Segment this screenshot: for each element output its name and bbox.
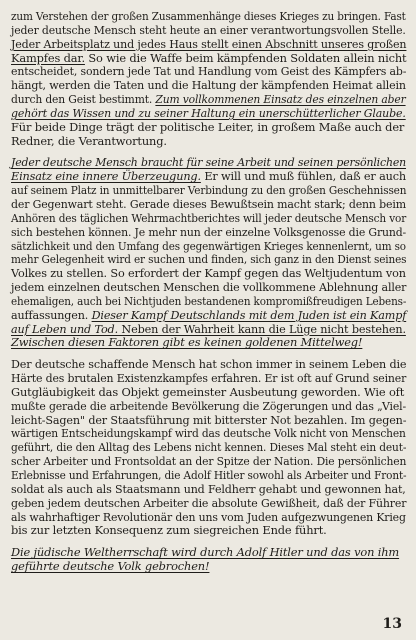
text-segment: Anhören des täglichen Wehrmachtberichtes will jeder deutsche Mensch vor	[11, 210, 407, 225]
text-segment: geben jedem deutschen Arbeiter die absolute Gewißheit, daß der Führer	[11, 495, 407, 510]
text-line	[11, 105, 406, 121]
text-segment: So wie die Waffe beim kämpfenden Soldaten allein nicht	[84, 50, 407, 65]
text-segment: durch den Geist bestimmt.	[11, 92, 156, 107]
text-line	[11, 560, 406, 574]
text-line	[11, 224, 407, 240]
text-segment: auf seinem Platz in unmittelbarer Verbindung zu den großen Geschehnissen	[11, 183, 407, 198]
text-line	[11, 386, 406, 400]
text-line	[11, 121, 406, 135]
emphasized-text: Jeder deutsche Mensch braucht für seine Arbeit und seinen persönlichen	[11, 155, 407, 170]
text-line	[11, 371, 407, 386]
emphasized-text: Kampfes dar.	[11, 50, 85, 65]
text-line	[11, 336, 406, 350]
emphasized-text: auf Leben und Tod.	[11, 321, 119, 336]
text-line	[11, 509, 406, 525]
text-line	[11, 155, 407, 170]
text-segment: jeder deutsche Mensch steht heute an einer verantwortungsvollen Stelle.	[11, 22, 406, 37]
text-segment: bis zur letzten Konsequenz zum siegreichen Ende führt.	[11, 523, 327, 538]
text-line	[11, 135, 406, 149]
text-segment: jedem einzelnen deutschen Menschen die vollkommene Ablehnung aller	[11, 280, 407, 295]
text-line	[11, 307, 407, 323]
text-segment: mehr Gelegenheit wird er suchen und finden, sich ganz in den Dienst seines	[11, 252, 407, 267]
emphasized-text: Jeder Arbeitsplatz und jedes Haus stellt einen Abschnitt unseres großen	[11, 36, 407, 51]
text-segment: zum Verstehen der großen Zusammenhänge dieses Krieges zu bringen. Fast	[11, 9, 406, 23]
text-line	[11, 357, 407, 372]
text-segment: wärtigen Entscheidungskampf wird das deutsche Volk nicht von Menschen	[11, 426, 406, 441]
text-segment: mußte gerade die arbeitende Bevölkerung die Zögerungen und das „Viel-	[11, 398, 407, 413]
text-line	[11, 9, 406, 24]
text-line	[11, 36, 407, 52]
text-line	[11, 183, 407, 198]
emphasized-text: Zwischen diesen Faktoren gibt es keinen goldenen Mittelweg!	[11, 335, 363, 350]
text-segment: auffassungen.	[11, 307, 92, 322]
text-segment: Erlebnisse und Erfahrungen, die Adolf Hitler sowohl als Arbeiter und Front-	[11, 468, 407, 482]
text-line	[11, 321, 406, 337]
text-segment: Härte des brutalen Existenzkampfes erfahren. Er ist oft auf Grund seiner	[11, 371, 407, 386]
text-line	[11, 468, 407, 483]
text-line	[11, 252, 407, 267]
text-line	[11, 440, 407, 455]
paragraph	[11, 546, 406, 574]
text-segment: Gutgläubigkeit das Objekt gemeinster Ausbeutung geworden. Wie oft	[11, 384, 405, 399]
text-line	[11, 412, 407, 428]
text-line	[11, 293, 407, 309]
text-segment: Redner, die Verantwortung.	[11, 133, 167, 148]
text-line	[11, 481, 406, 497]
text-segment: Volkes zu stellen. So erfordert der Kampf gegen das Weltjudentum von	[11, 266, 406, 281]
emphasized-text: Dieser Kampf Deutschlands mit dem Juden ist ein Kampf	[91, 307, 407, 322]
emphasized-text: geführte deutsche Volk gebrochen!	[11, 559, 210, 574]
emphasized-text: Zum vollkommenen Einsatz des einzelnen aber	[155, 92, 406, 107]
page-number: 13	[382, 616, 402, 632]
text-segment: geführt, die den Alltag des Lebens nicht kennen. Dieses Mal steht ein deut-	[11, 440, 407, 455]
text-line	[11, 546, 406, 560]
text-line	[11, 169, 406, 184]
text-line	[11, 210, 407, 226]
paragraph	[11, 358, 406, 538]
text-segment: Der deutsche schaffende Mensch hat schon immer in seinem Leben die	[11, 357, 407, 372]
text-line	[11, 426, 406, 441]
text-line	[11, 398, 407, 414]
text-segment: als wahrhaftiger Revolutionär den uns vom Juden aufgezwungenen Krieg	[11, 509, 406, 524]
text-segment: leicht-Sagen" der Staatsführung mit bitterster Not bezahlen. Im gegen-	[11, 412, 407, 427]
text-segment: sich bestehen können. Je mehr nun der einzelne Volksgenosse die Grund-	[11, 224, 407, 239]
text-line	[11, 495, 407, 511]
text-segment: soldat als auch als Staatsmann und Feldherr gehabt und gewonnen hat,	[11, 481, 406, 496]
text-line	[11, 454, 407, 469]
text-line	[11, 78, 406, 93]
text-segment: Für beide Dinge trägt der politische Leiter, in großem Maße auch der	[11, 119, 405, 134]
text-line	[11, 238, 406, 254]
text-segment: sätzlichkeit und den Umfang des gegenwärtigen Krieges kennenlernt, um so	[11, 238, 406, 253]
paragraph	[11, 10, 406, 148]
text-line	[11, 92, 406, 107]
text-line	[11, 280, 407, 295]
text-line	[11, 524, 406, 538]
emphasized-text: Die jüdische Weltherrschaft wird durch Adolf Hitler und das von ihm	[11, 545, 400, 560]
text-segment: der Gegenwart steht. Gerade dieses Bewußtsein macht stark; denn beim	[11, 196, 406, 211]
text-line	[11, 266, 406, 281]
text-body	[11, 10, 406, 574]
text-line	[11, 52, 406, 66]
paragraph	[11, 156, 406, 350]
text-line	[11, 22, 406, 38]
text-segment: ehemaligen, auch bei Nichtjuden bestandenen kompromißfreudigen Lebens-	[11, 293, 407, 308]
emphasized-text: gehört das Wissen und zu seiner Haltung ein unerschütterlicher Glaube.	[11, 105, 406, 120]
text-segment: entscheidet, sondern jede Tat und Handlung vom Geist des Kämpfers ab-	[11, 64, 407, 79]
emphasized-text: Einsatz eine innere Überzeugung.	[11, 169, 201, 184]
text-segment: hängt, werden die Taten und die Haltung der kämpfenden Heimat allein	[11, 78, 406, 93]
text-line	[11, 196, 406, 212]
emphasized-text: Neben der Wahrheit kann die Lüge nicht bestehen.	[118, 321, 406, 336]
text-segment: scher Arbeiter und Frontsoldat an der Spitze der Nation. Die persönlichen	[11, 454, 407, 469]
text-segment: Er will und muß fühlen, daß er auch	[200, 169, 406, 184]
text-line	[11, 64, 407, 79]
